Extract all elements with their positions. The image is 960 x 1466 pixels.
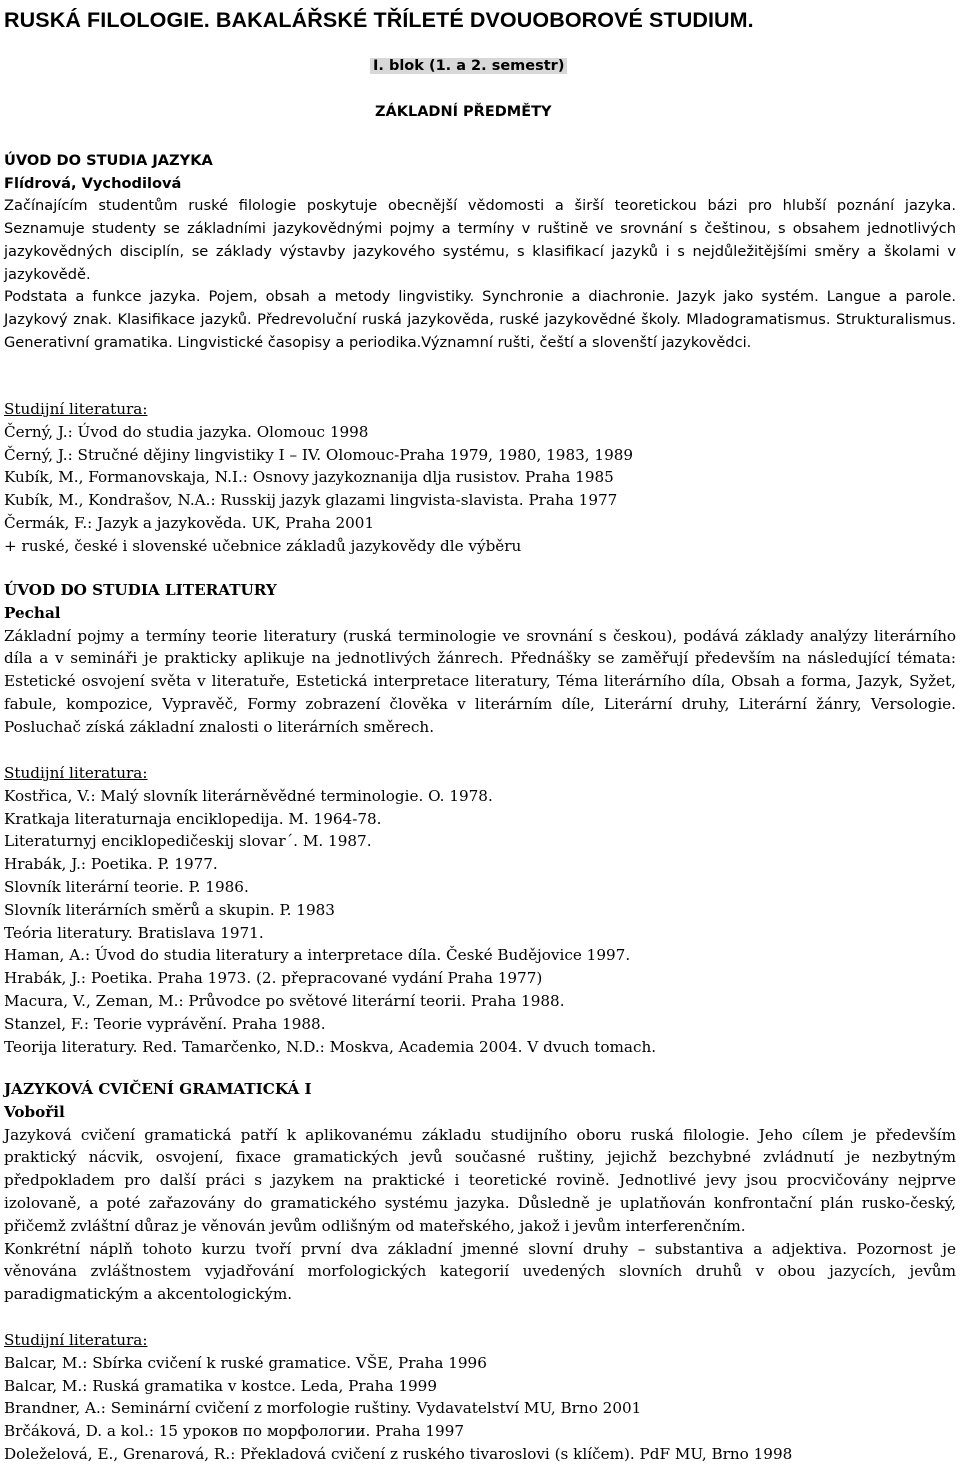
block-label: I. blok (1. a 2. semestr) (370, 58, 567, 74)
literature-item: Kostřica, V.: Malý slovník literárněvědné terminologie. O. 1978. (4, 786, 493, 805)
literature-item: Doleželová, E., Grenarová, R.: Překladová cvičení z ruského tivaroslovi (s klíčem). PdF MU, Brno 1998 (4, 1444, 793, 1463)
literature-item: Teória literatury. Bratislava 1971. (4, 923, 264, 942)
course-description: Začínajícím studentům ruské filologie poskytuje obecnější vědomosti a širší teoretickou bázi pro hlubší poznání jazyka. Seznamuje studenty se základními jazykovědnými pojmy a termíny v ruštině ve srovnání s češtinou, s obsahem jednotlivých jazykovědných disciplín, se základy výstavby jazykového systému, s klasifikací jazyků i s nejdůležitějšími směry a školami v jazykovědě. (4, 197, 956, 283)
course-title: JAZYKOVÁ CVIČENÍ GRAMATICKÁ I (4, 1080, 312, 1098)
literature-item: Černý, J.: Úvod do studia jazyka. Olomouc 1998 (4, 422, 369, 441)
course-description: Jazyková cvičení gramatická patří k aplikovanému základu studijního oboru ruská filologie. Jeho cílem je především praktický nácvik, osvojení, fixace gramatických jevů současné ruštiny, jejichž bezchybné zvládnutí je nezbytným předpokladem pro další práci s jazykem na praktické i teoretické rovině. Jednotlivé jevy jsou procvičovány nejprve izolovaně, a poté zařazovány do gramatického systému jazyka. Důsledně je uplatňován konfrontační plán rusko-český, přičemž zvláštní důraz je věnován jevům odlišným od mateřského, jakož i jevům interferenčním. (4, 1125, 956, 1235)
section-heading: ZÁKLADNÍ PŘEDMĚTY (375, 104, 552, 120)
literature-item: Slovník literárních směrů a skupin. P. 1983 (4, 900, 335, 919)
literature-item: Teorija literatury. Red. Tamarčenko, N.D.: Moskva, Academia 2004. V dvuch tomach. (4, 1037, 657, 1056)
course-title: ÚVOD DO STUDIA LITERATURY (4, 581, 277, 599)
literature-list-literature (4, 762, 956, 1058)
literature-label: Studijní literatura: (4, 764, 148, 782)
literature-item: Literaturnyj enciklopedičeskij slovar´. M. 1987. (4, 832, 372, 851)
literature-item: Balcar, M.: Ruská gramatika v kostce. Leda, Praha 1999 (4, 1376, 437, 1395)
literature-label: Studijní literatura: (4, 400, 148, 418)
course-teachers: Vobořil (4, 1102, 65, 1121)
course-description: Základní pojmy a termíny teorie literatury (ruská terminologie ve srovnání s českou), podává základy analýzy literárního díla a v semináři je prakticky aplikuje na jednotlivých žánrech. Přednášky se zaměřují především na následující témata: Estetické osvojení světa v literatuře, Estetická interpretace literatury, Téma literárního díla, Obsah a forma, Jazyk, Syžet, fabule, kompozice, Vypravěč, Formy zobrazení člověka v literárním díle, Literární druhy, Literární žánry, Versologie. Posluchač získá základní znalosti o literárních směrech. (4, 626, 956, 736)
course-intro-language (4, 150, 956, 354)
literature-item: Brandner, A.: Seminární cvičení z morfologie ruštiny. Vydavatelství MU, Brno 2001 (4, 1399, 642, 1418)
literature-item: Balcar, M.: Sbírka cvičení k ruské gramatice. VŠE, Praha 1996 (4, 1353, 487, 1372)
literature-item: Čermák, F.: Jazyk a jazykověda. UK, Praha 2001 (4, 513, 375, 532)
literature-item: Kubík, M., Kondrašov, N.A.: Russkij jazyk glazami lingvista-slavista. Praha 1977 (4, 491, 618, 510)
literature-item: + ruské, české i slovenské učebnice základů jazykovědy dle výběru (4, 536, 522, 555)
course-grammar-exercises (4, 1078, 956, 1306)
literature-list-grammar (4, 1329, 956, 1466)
course-teachers: Pechal (4, 603, 61, 622)
literature-item: Hrabák, J.: Poetika. Praha 1973. (2. přepracované vydání Praha 1977) (4, 969, 543, 988)
literature-item: Haman, A.: Úvod do studia literatury a interpretace díla. České Budějovice 1997. (4, 946, 631, 965)
literature-item: Černý, J.: Stručné dějiny lingvistiky I – IV. Olomouc-Praha 1979, 1980, 1983, 1989 (4, 445, 634, 464)
course-description-2: Konkrétní náplň tohoto kurzu tvoří první dva základní jmenné slovní druhy – substantiva a adjektiva. Pozornost je věnována zvláštnostem vyjadřování morfologických kategorií uvedených slovních druhů v obou jazycích, jevům paradigmatickým a akcentologickým. (4, 1239, 956, 1304)
literature-item: Macura, V., Zeman, M.: Průvodce po světové literární teorii. Praha 1988. (4, 991, 565, 1010)
literature-list-language (4, 398, 956, 558)
course-teachers: Flídrová, Vychodilová (4, 174, 182, 192)
literature-item: Hrabák, J.: Poetika. P. 1977. (4, 855, 218, 874)
course-intro-literature (4, 579, 956, 739)
course-title: ÚVOD DO STUDIA JAZYKA (4, 152, 213, 169)
document-title: RUSKÁ FILOLOGIE. BAKALÁŘSKÉ TŘÍLETÉ DVOUOBOROVÉ STUDIUM. (4, 8, 754, 32)
literature-item: Brčáková, D. a kol.: 15 уроков по морфологии. Praha 1997 (4, 1422, 465, 1441)
literature-item: Stanzel, F.: Teorie vyprávění. Praha 1988. (4, 1014, 326, 1033)
literature-item: Kratkaja literaturnaja enciklopedija. M. 1964-78. (4, 809, 382, 828)
course-topics: Podstata a funkce jazyka. Pojem, obsah a metody lingvistiky. Synchronie a diachronie. Jazyk jako systém. Langue a parole. Jazykový znak. Klasifikace jazyků. Předrevoluční ruská jazykověda, ruské jazykovědné školy. Mladogramatismus. Strukturalismus. Generativní gramatika. Lingvistické časopisy a periodika.Významní rušti, čeští a slovenští jazykovědci. (4, 288, 956, 351)
literature-item: Kubík, M., Formanovskaja, N.I.: Osnovy jazykoznanija dlja rusistov. Praha 1985 (4, 468, 614, 487)
literature-label: Studijní literatura: (4, 1331, 148, 1349)
literature-item: Slovník literární teorie. P. 1986. (4, 877, 249, 896)
